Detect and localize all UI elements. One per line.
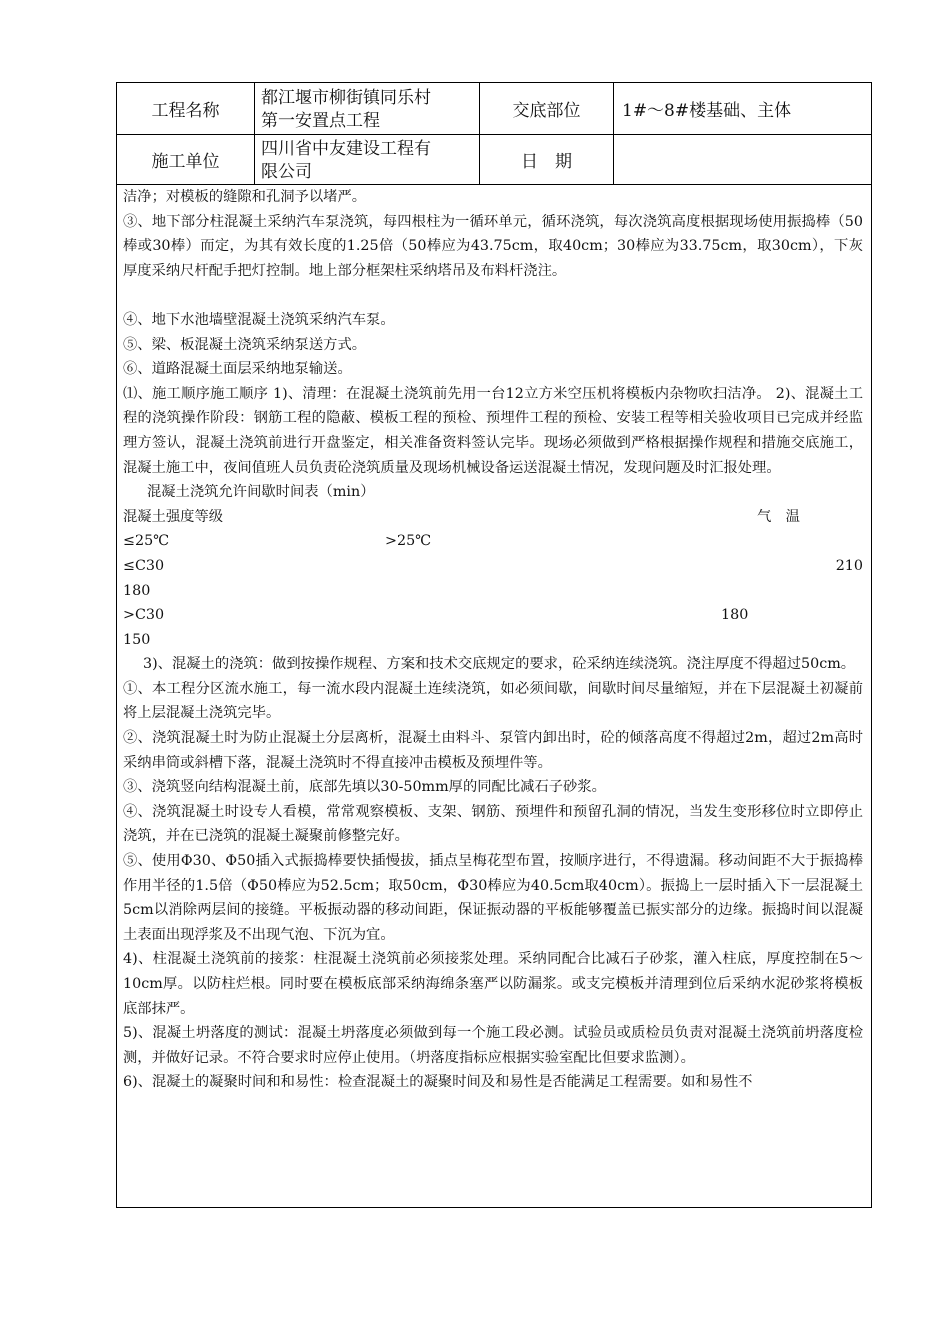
paragraph: 5)、混凝土坍落度的测试：混凝土坍落度必须做到每一个施工段必测。试验员或质检员负责对混凝土浇筑前坍落度检测，并做好记录。不符合要求时应停止使用。（坍落度指标应根据实验室配比但要求监测）。 (123, 1025, 863, 1066)
project-value-cell (255, 83, 480, 134)
project-label-cell (117, 83, 255, 134)
blank-line (123, 283, 863, 308)
row1-low-temp-value: 210 (835, 557, 863, 574)
part-label: 交底部位 (512, 101, 581, 121)
row2-grade: >C30 (123, 607, 165, 624)
row1-grade: ≤C30 (123, 557, 165, 574)
disclosure-content (117, 185, 871, 1207)
table-row-1-cont-line (123, 579, 863, 604)
paragraph: 洁净；对模板的缝隙和孔洞予以堵严。 (123, 189, 367, 205)
grade-header: 混凝土强度等级 (123, 508, 224, 525)
row2-high-temp-value: 150 (123, 631, 151, 648)
unit-value (255, 136, 431, 184)
paragraph: ③、浇筑竖向结构混凝土前，底部先填以30-50mm厚的同配比减石子砂浆。 (123, 779, 606, 796)
unit-value-cell (255, 135, 480, 184)
paragraph: ④、浇筑混凝土时设专人看模，常常观察模板、支架、钢筋、预埋件和预留孔洞的情况，当发生变形移位时立即停止浇筑，并在已浇筑的混凝土凝聚前修整完好。 (123, 803, 863, 845)
paragraph: ①、本工程分区流水施工，每一流水段内混凝土连续浇筑，如必须间歇，间歇时间尽量缩短，并在下层混凝土初凝前将上层混凝土浇筑完毕。 (123, 680, 863, 722)
table-row-2-cont-line (123, 628, 863, 653)
paragraph: ⑴、施工顺序施工顺序 1)、清理：在混凝土浇筑前先用一台12立方米空压机将模板内杂物吹扫洁净。 2)、混凝土工程的浇筑操作阶段：钢筋工程的隐蔽、模板工程的预检、预埋件工程的预检、安装工程等相关验收项目已完成并经监理方签认，混凝土浇筑前进行开盘鉴定，相关准备资料签认完毕。现场必须做到严格根据操作规程和措施交底施工，混凝土施工中，夜间值班人员负责砼浇筑质量及现场机械设备运送混凝土情况，发现问题及时汇报处理。 (123, 385, 863, 476)
paragraph: ⑤、梁、板混凝土浇筑采纳泵送方式。 (123, 336, 367, 353)
date-value-cell (614, 135, 871, 184)
part-value-cell (614, 83, 871, 134)
date-label-cell (480, 135, 614, 184)
paragraph: ②、浇筑混凝土时为防止混凝土分层离析，混凝土由料斗、泵管内卸出时，砼的倾落高度不得超过2m，超过2m高时采纳串筒或斜槽下落，混凝土浇筑时不得直接冲击模板及预埋件等。 (123, 730, 863, 771)
table-row-1-line (123, 554, 863, 579)
unit-value-line-1: 四川省中友建设工程有 (261, 138, 431, 159)
paragraph: 4)、柱混凝土浇筑前的接浆：柱混凝土浇筑前必须接浆处理。采纳同配合比减石子砂浆，灌入柱底，厚度控制在5～10cm厚。以防柱烂根。同时要在模板底部采纳海绵条塞严以防漏浆。或支完模板并清理到位后采纳水泥砂浆将模板底部抹严。 (123, 951, 863, 1017)
header-row-unit (117, 135, 871, 185)
temp-low-header: ≤25℃ (123, 533, 170, 550)
project-value-line-1: 都江堰市柳街镇同乐村 (261, 87, 431, 108)
date-label: 日 期 (521, 152, 572, 172)
temperature-header: 气 温 (757, 508, 800, 525)
paragraph: 6)、混凝土的凝聚时间和和易性：检查混凝土的凝聚时间及和易性是否能满足工程需要。如和易性不 (123, 1074, 753, 1091)
paragraph: ⑤、使用Φ30、Φ50插入式振捣棒要快插慢拔，插点呈梅花型布置，按顺序进行，不得遗漏。移动间距不大于振捣棒作用半径的1.5倍（Φ50棒应为52.5cm；取50cm，Φ30棒应为40.5cm取40cm）。振捣上一层时插入下一层混凝土5cm以消除两层间的接缝。平板振动器的移动间距，保证振动器的平板能够覆盖已振实部分的边缘。振捣时间以混凝土表面出现浮浆及不出现气泡、下沉为宜。 (123, 853, 863, 943)
project-value-line-2: 第一安置点工程 (261, 110, 380, 131)
paragraph: ⑥、道路混凝土面层采纳地泵输送。 (123, 361, 352, 378)
paragraph: 3)、混凝土的浇筑：做到按操作规程、方案和技术交底规定的要求，砼采纳连续浇筑。浇注厚度不得超过50cm。 (143, 656, 856, 673)
interval-table (123, 480, 863, 652)
interval-table-header-line (123, 505, 863, 530)
paragraph: ④、地下水池墙壁混凝土浇筑采纳汽车泵。 (123, 311, 395, 328)
unit-value-line-2: 限公司 (261, 161, 312, 182)
unit-label-cell (117, 135, 255, 184)
paragraph: ③、地下部分柱混凝土采纳汽车泵浇筑，每四根柱为一循环单元，循环浇筑，每次浇筑高度根据现场使用振捣棒（50棒或30棒）而定，为其有效长度的1.25倍（50棒应为43.75cm，取40cm；30棒应为33.75cm，取30cm），下灰厚度采纳尺杆配手把灯控制。地上部分框架柱采纳塔吊及布料杆浇注。 (123, 213, 863, 279)
interval-table-title-line (123, 480, 863, 505)
temp-high-header: >25℃ (385, 533, 432, 550)
part-label-cell (480, 83, 614, 134)
unit-label: 施工单位 (151, 152, 220, 172)
temperature-subheader-line (123, 529, 863, 554)
row2-low-temp-value: 180 (721, 607, 749, 624)
disclosure-sheet (116, 82, 872, 1208)
part-value: 1#～8#楼基础、主体 (622, 101, 792, 121)
project-value (255, 85, 431, 133)
interval-table-title: 混凝土浇筑允许间歇时间表（min） (147, 484, 375, 501)
header-row-project (117, 83, 871, 135)
project-label: 工程名称 (151, 101, 220, 121)
row1-high-temp-value: 180 (123, 582, 151, 599)
table-row-2-line (123, 603, 863, 628)
